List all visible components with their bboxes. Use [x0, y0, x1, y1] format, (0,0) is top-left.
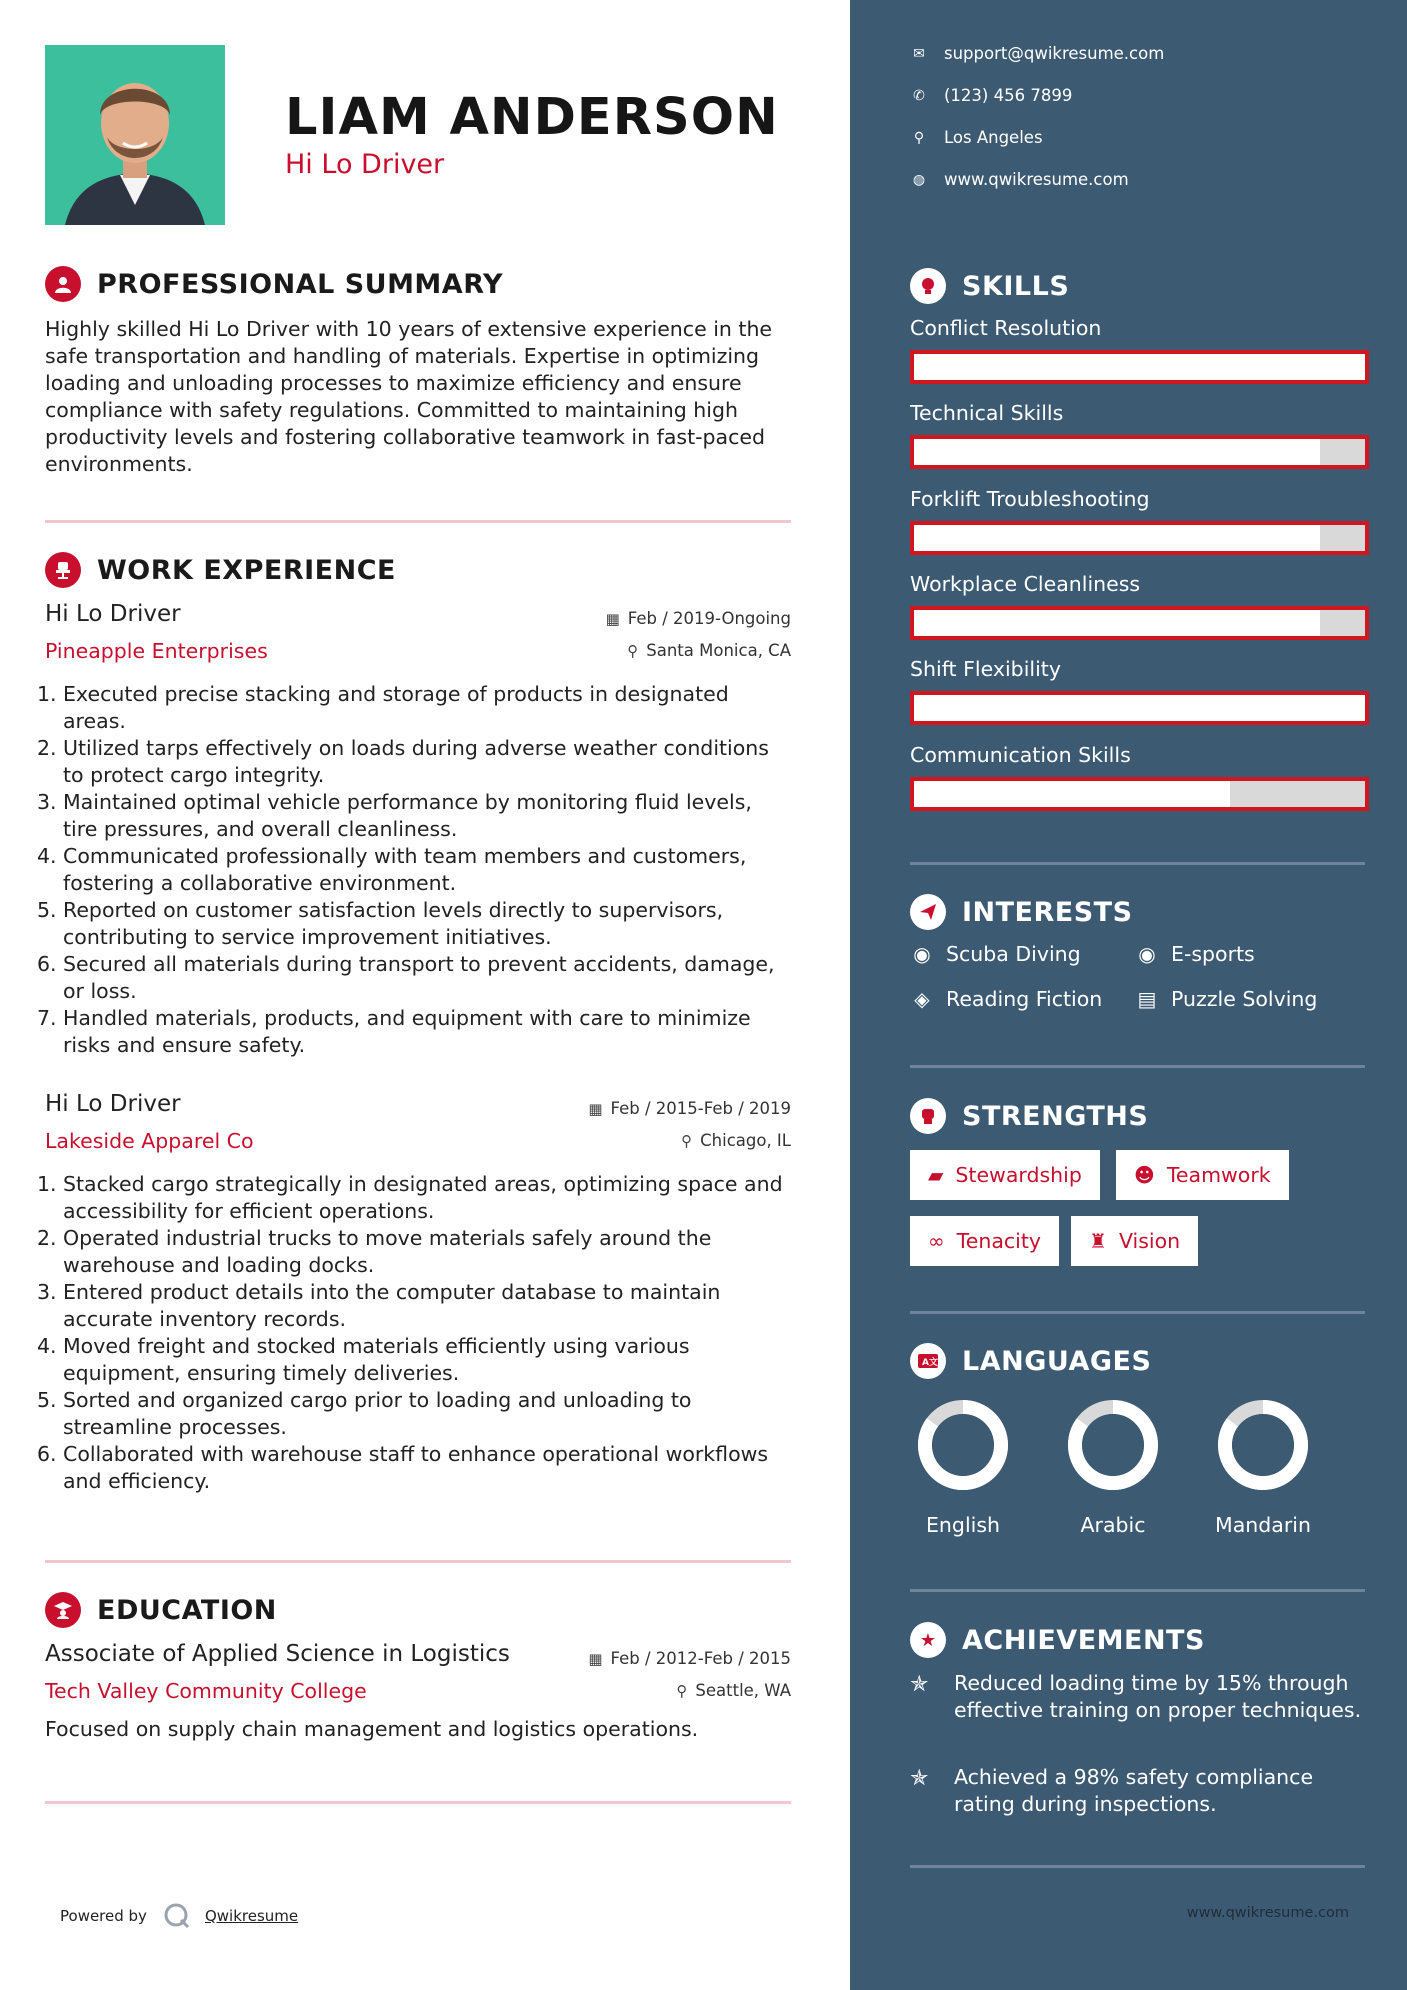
contact-location: ⚲ Los Angeles [910, 128, 1043, 147]
interest-item: ◈ Reading Fiction [910, 987, 1102, 1011]
life-ring-icon: ◉ [1138, 942, 1156, 966]
list-item: 6. Collaborated with warehouse staff to enhance operational workflows and efficiency. [37, 1442, 769, 1493]
chair-icon [45, 552, 81, 588]
language-item: English [903, 1395, 1023, 1537]
star-icon: ★ [910, 1622, 946, 1658]
list-item: 4. Communicated professionally with team members and customers, fostering a collaborative environment. [37, 844, 747, 895]
strengths-heading: STRENGTHS [910, 1098, 1148, 1134]
skill-item: Communication Skills [910, 743, 1369, 811]
section-divider [45, 520, 791, 523]
lightbulb-icon [910, 268, 946, 304]
interest-item: ◉ E-sports [1135, 942, 1255, 966]
school: Tech Valley Community College [45, 1679, 367, 1703]
paper-plane-icon [910, 894, 946, 930]
life-ring-icon: ◉ [913, 942, 931, 966]
list-item: 3. Entered product details into the computer database to maintain accurate inventory records. [37, 1280, 721, 1331]
envelope-icon: ✉ [913, 45, 925, 62]
skill-item: Shift Flexibility [910, 657, 1369, 725]
education-location: ⚲ Seattle, WA [676, 1681, 791, 1700]
binoculars-icon: ♜ [1089, 1229, 1107, 1253]
list-item: 7. Handled materials, products, and equipment with care to minimize risks and ensure safety. [37, 1006, 751, 1057]
section-divider [910, 1065, 1365, 1068]
job-title: Hi Lo Driver [45, 1091, 181, 1117]
calendar-icon: ▦ [588, 1650, 603, 1668]
job-entry [37, 1091, 791, 1495]
globe-icon: ◍ [912, 171, 926, 188]
pin-icon: ⚲ [627, 642, 639, 660]
interest-item: ▤ Puzzle Solving [1135, 987, 1317, 1011]
interests-heading: INTERESTS [910, 894, 1133, 930]
strength-badge: ∞ Tenacity [910, 1216, 1059, 1266]
candidate-title: Hi Lo Driver [285, 149, 445, 180]
contact-phone[interactable]: ✆ (123) 456 7899 [910, 86, 1072, 105]
education-date: ▦ Feb / 2012-Feb / 2015 [588, 1649, 791, 1668]
candidate-name: LIAM ANDERSON [285, 88, 779, 147]
footer-url[interactable]: www.qwikresume.com [1186, 1905, 1349, 1921]
skill-bar [910, 691, 1369, 725]
job-location: ⚲ Chicago, IL [681, 1131, 791, 1150]
education-description: Focused on supply chain management and logistics operations. [45, 1717, 699, 1741]
education-heading: EDUCATION [45, 1592, 277, 1628]
job-date: ▦ Feb / 2015-Feb / 2019 [588, 1099, 791, 1118]
skill-item: Technical Skills [910, 401, 1369, 469]
contact-email[interactable]: ✉ support@qwikresume.com [910, 44, 1164, 63]
skills-heading: SKILLS [910, 268, 1069, 304]
powered-by: Powered by Qwikresume [60, 1902, 298, 1930]
job-date: ▦ Feb / 2019-Ongoing [605, 609, 791, 628]
strength-badge: ♜ Vision [1071, 1216, 1198, 1266]
pin-icon: ⚲ [676, 1682, 688, 1700]
skill-item: Forklift Troubleshooting [910, 487, 1369, 555]
list-item: 1. Stacked cargo strategically in designated areas, optimizing space and accessibility for efficient operations. [37, 1172, 783, 1223]
pin-icon: ⚲ [681, 1132, 693, 1150]
strength-badge: ▰ Stewardship [910, 1150, 1100, 1200]
fist-icon [910, 1098, 946, 1134]
job-entry [37, 601, 791, 1059]
language-item: Mandarin [1203, 1395, 1323, 1537]
sidebar [850, 0, 1407, 1990]
skill-bar [910, 777, 1369, 811]
education-entry [45, 1641, 791, 1741]
section-divider [910, 1865, 1365, 1868]
book-icon: ▤ [1137, 987, 1157, 1011]
language-item: Arabic [1053, 1395, 1173, 1537]
strength-badge: ☻ Teamwork [1116, 1150, 1289, 1200]
list-item: 5. Reported on customer satisfaction levels directly to supervisors, contributing to service improvement initiatives. [37, 898, 724, 949]
briefcase-icon: ▰ [928, 1163, 944, 1187]
profile-photo [45, 45, 225, 225]
link-icon: ∞ [928, 1229, 945, 1253]
section-divider [45, 1801, 791, 1804]
qwikresume-link[interactable]: Qwikresume [204, 1907, 299, 1925]
section-divider [910, 862, 1365, 865]
phone-icon: ✆ [913, 87, 925, 104]
section-divider [910, 1311, 1365, 1314]
list-item: 4. Moved freight and stocked materials efficiently using various equipment, ensuring timely deliveries. [37, 1334, 690, 1385]
skill-item: Conflict Resolution [910, 316, 1369, 384]
language-ring [1063, 1395, 1163, 1495]
skill-bar [910, 435, 1369, 469]
interest-item: ◉ Scuba Diving [910, 942, 1081, 966]
degree: Associate of Applied Science in Logistics [45, 1641, 510, 1667]
list-item: 1. Executed precise stacking and storage of products in designated areas. [37, 682, 729, 733]
language-ring [913, 1395, 1013, 1495]
section-divider [910, 1589, 1365, 1592]
job-bullets [37, 681, 791, 1059]
job-location: ⚲ Santa Monica, CA [627, 641, 791, 660]
job-title: Hi Lo Driver [45, 601, 181, 627]
user-icon [45, 266, 81, 302]
graduate-icon [45, 1592, 81, 1628]
list-item: 6. Secured all materials during transport to prevent accidents, damage, or loss. [37, 952, 775, 1003]
list-item: 3. Maintained optimal vehicle performance by monitoring fluid levels, tire pressures, and overall cleanliness. [37, 790, 752, 841]
summary-heading: PROFESSIONAL SUMMARY [45, 266, 503, 302]
section-divider [45, 1560, 791, 1563]
achievements-heading: ★ ACHIEVEMENTS [910, 1622, 1205, 1658]
skill-bar [910, 521, 1369, 555]
list-item: 5. Sorted and organized cargo prior to loading and unloading to streamline processes. [37, 1388, 692, 1439]
skill-bar [910, 350, 1369, 384]
qwikresume-logo-icon [163, 1902, 191, 1930]
calendar-icon: ▦ [605, 610, 620, 628]
skill-item: Workplace Cleanliness [910, 572, 1369, 640]
list-item: 2. Utilized tarps effectively on loads during adverse weather conditions to protect cargo integrity. [37, 736, 769, 787]
translate-icon [910, 1343, 946, 1379]
job-bullets [37, 1171, 791, 1495]
skill-bar [910, 606, 1369, 640]
map-pin-icon: ⚲ [913, 129, 925, 146]
achievement-item: ✯ Reduced loading time by 15% through effective training on proper techniques. [910, 1671, 1362, 1722]
job-company: Pineapple Enterprises [45, 639, 268, 663]
calendar-icon: ▦ [588, 1100, 603, 1118]
job-company: Lakeside Apparel Co [45, 1129, 254, 1153]
gamepad-icon: ◈ [914, 987, 930, 1011]
achievement-item: ✯ Achieved a 98% safety compliance rating during inspections. [910, 1765, 1314, 1816]
experience-heading: WORK EXPERIENCE [45, 552, 396, 588]
svg-text:A: A [922, 1358, 929, 1368]
contact-website[interactable]: ◍ www.qwikresume.com [910, 170, 1129, 189]
shooting-star-icon: ✯ [910, 1766, 929, 1791]
languages-heading: A 文 LANGUAGES [910, 1343, 1151, 1379]
svg-text:文: 文 [929, 1358, 939, 1368]
language-ring [1213, 1395, 1313, 1495]
users-icon: ☻ [1134, 1163, 1155, 1187]
summary-text: Highly skilled Hi Lo Driver with 10 years of extensive experience in the safe transportation and handling of materials. Expertise in optimizing loading and unloading processes to maximize efficiency and ensure compliance with safety regulations. Committed to maintaining high productivity levels and fostering collaborative teamwork in fast-paced environments. [45, 317, 773, 476]
shooting-star-icon: ✯ [910, 1672, 929, 1697]
list-item: 2. Operated industrial trucks to move materials safely around the warehouse and loading docks. [37, 1226, 712, 1277]
